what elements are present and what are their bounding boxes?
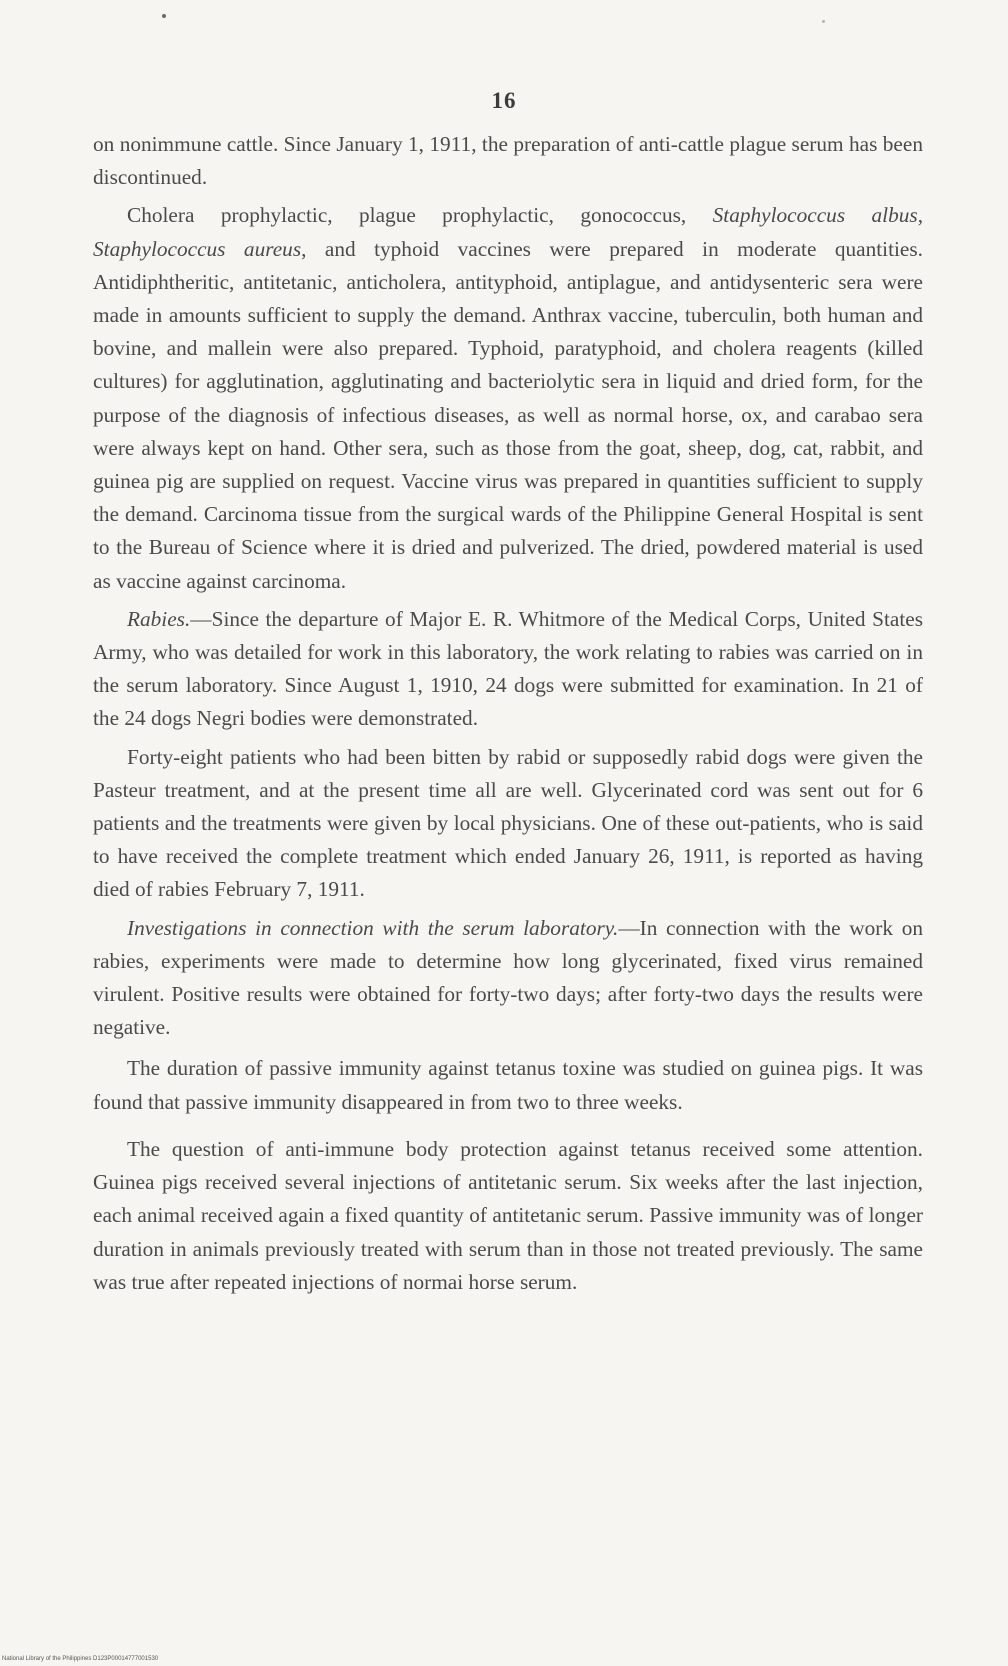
body-text: [93, 128, 923, 1304]
speck-mark: [162, 14, 166, 18]
rabies-heading: Rabies.: [127, 606, 191, 631]
paragraph-6: The duration of passive immunity against tetanus toxine was studied on guinea pigs. It was found that passive immunity disappeared in from two to three weeks.: [93, 1056, 923, 1114]
paragraph-2-pre: Cholera prophylactic, plague prophylactic, gonococcus,: [127, 203, 713, 228]
paragraph-2-italic-1: Staphylococcus albus: [712, 203, 918, 228]
scan-footer: National Library of the Philippines D123P00014777001530: [2, 1656, 159, 1662]
paragraph-investigations: [93, 912, 923, 1045]
paragraph-2-italic-2: Staphylococcus aureus: [93, 236, 302, 261]
investigations-text: —In connection with the work on rabies, experiments were made to determine how long glycerinated, fixed virus remained virulent. Positive results were obtained for forty-two days; after forty-two days the results were negative.: [93, 915, 923, 1040]
paragraph-2-post: , and typhoid vaccines were prepared in moderate quantities. Antidiphtheritic, antitetanic, anticholera, antityphoid, antiplague, and antidysenteric sera were made in amounts sufficient to supply the demand. Anthrax vaccine, tuberculin, both human and bovine, and mallein were also prepared. Typhoid, paratyphoid, and cholera reagents (killed cultures) for agglutination, agglutinating and bacteriolytic sera in liquid and dried form, for the purpose of the diagnosis of infectious diseases, as well as normal horse, ox, and carabao sera were always kept on hand. Other sera, such as those from the goat, sheep, dog, cat, rabbit, and guinea pig are supplied on request. Vaccine virus was prepared in quantities sufficient to supply the demand. Carcinoma tissue from the surgical wards of the Philippine General Hospital is sent to the Bureau of Science where it is dried and pulverized. The dried, powdered material is used as vaccine against carcinoma.: [93, 236, 923, 593]
paragraph-4: Forty-eight patients who had been bitten by rabid or supposedly rabid dogs were given the Pasteur treatment, and at the present time all are well. Glycerinated cord was sent out for 6 patients and the treatments were given by local physicians. One of these out-patients, who is said to have received the complete treatment which ended January 26, 1911, is reported as having died of rabies February 7, 1911.: [93, 744, 923, 902]
investigations-heading: Investigations in connection with the serum laboratory.: [127, 915, 619, 940]
speck-mark: [822, 20, 825, 23]
page-number: 16: [491, 88, 517, 113]
paragraph-7: The question of anti-immune body protection against tetanus received some attention. Guinea pigs received several injections of antitetanic serum. Six weeks after the last injection, each animal received again a fixed quantity of antitetanic serum. Passive immunity was of longer duration in animals previously treated with serum than in those not treated previously. The same was true after repeated injections of normai horse serum.: [93, 1136, 923, 1294]
paragraph-2: [93, 199, 923, 597]
rabies-text: —Since the departure of Major E. R. Whitmore of the Medical Corps, United States Army, who was detailed for work in this laboratory, the work relating to rabies was carried on in the serum laboratory. Since August 1, 1910, 24 dogs were submitted for examination. In 21 of the 24 dogs Negri bodies were demonstrated.: [93, 606, 923, 731]
paragraph-1: on nonimmune cattle. Since January 1, 1911, the preparation of anti-cattle plague serum has been discontinued.: [93, 132, 923, 190]
paragraph-rabies: [93, 603, 923, 736]
paragraph-2-mid: ,: [917, 203, 924, 228]
